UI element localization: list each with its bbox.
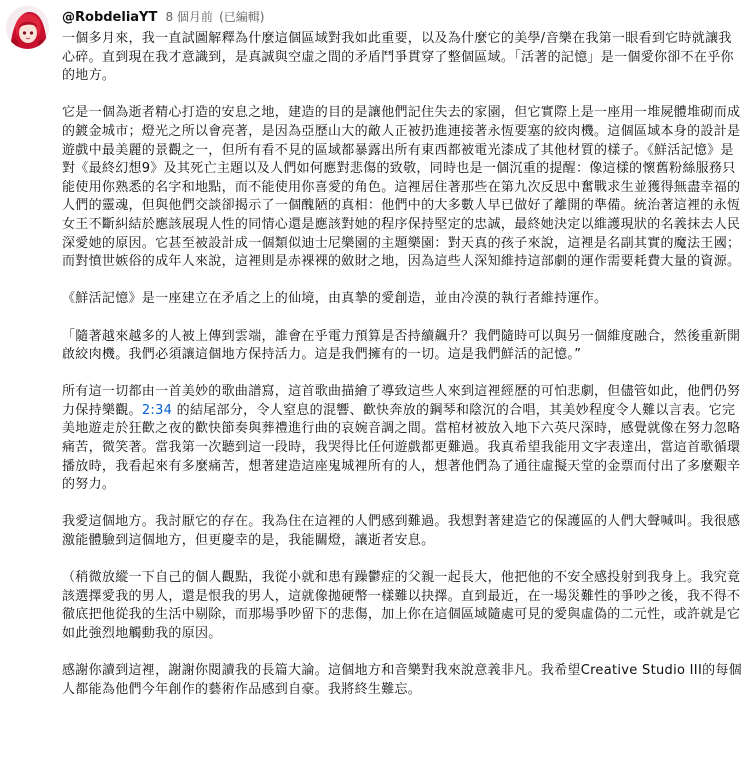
paragraph-3: 《鮮活記憶》是一座建立在矛盾之上的仙境，由真摯的愛創造，並由冷漠的執行者維持運作。: [62, 291, 608, 307]
comment-time[interactable]: 8 個月前: [165, 10, 213, 24]
timestamp-link[interactable]: 2:34: [141, 402, 173, 418]
paragraph-4: 「隨著越來越多的人被上傳到雲端，誰會在乎電力預算是否持續飆升？我們隨時可以與另一個維度融合，然後重新開啟絞肉機。我們必須讓這個地方保持活力。這是我們擁有的一切。這是我們鮮活的記憶。”: [62, 328, 741, 363]
author-name[interactable]: @RobdeliaYT: [62, 10, 158, 25]
paragraph-5-end: 的結尾部分，令人窒息的混響、歡快奔放的鋼琴和陰沉的合唱，其美妙程度令人難以言表。它完美地遊走於狂歡之夜的歡快節奏與葬禮進行曲的哀婉音調之間。當棺材被放入地下六英尺深時，感覺就像在努力忽略痛苦，微笑著。當我第一次聽到這一段時，我哭得比任何遊戲都更難過。我真希望我能用文字表達出，當這首歌循環播放時，我看起來有多麼痛苦，想著建造這座鬼城裡所有的人，想著他們為了通往虛擬天堂的金票而付出了多麼艱辛的努力。: [62, 402, 741, 493]
paragraph-6: 我愛這個地方。我討厭它的存在。我為住在這裡的人們感到難過。我想對著建造它的保護區的人們大聲喊叫。我很感激能體驗到這個地方，但更慶幸的是，我能關燈，讓逝者安息。: [62, 514, 741, 549]
paragraph-5-start: 所有這一切都由一首美妙的歌曲譜寫，這首歌曲描繪了導致這些人來到這裡經歷的可怕悲劇，但儘管如此，他們仍努力保持樂觀。: [62, 384, 741, 418]
comment-header: [62, 8, 264, 27]
avatar[interactable]: [6, 6, 49, 49]
red-haired-anime-avatar-icon: [6, 6, 49, 49]
edited-label: (已編輯): [219, 10, 265, 24]
paragraph-1: 一個多月來，我一直試圖解釋為什麼這個區域對我如此重要，以及為什麼它的美學/音樂在我第一眼看到它時就讓我心碎。直到現在我才意識到，是真誠與空虛之間的矛盾鬥爭貫穿了整個區域。「活著的記憶」是一個愛你卻不在乎你的地方。: [62, 31, 734, 84]
paragraph-7: （稍微放縱一下自己的個人觀點，我從小就和患有躁鬱症的父親一起長大，他把他的不安全感投射到我身上。我究竟該選擇愛我的男人，還是恨我的男人，這就像拋硬幣一樣難以抉擇。直到最近，在一場災難性的爭吵之後，我不得不徹底把他從我的生活中剔除，而那場爭吵留下的悲傷，加上你在這個區域隨處可見的愛與虛偽的二元性，或許就是它如此強烈地觸動我的原因。: [62, 570, 741, 641]
paragraph-5: [62, 383, 742, 495]
comment-text: [62, 30, 742, 718]
paragraph-2: 它是一個為逝者精心打造的安息之地，建造的目的是讓他們記住失去的家園，但它實際上是一座用一堆屍體堆砌而成的鍍金城市；燈光之所以會亮著，是因為亞歷山大的敵人正被扔進連接著永恆要塞的絞肉機。這個區域本身的設計是遊戲中最美麗的景觀之一，但所有看不見的區域都暴露出所有東西都被電光漆成了其他材質的樣子。《鮮活記憶》是對《最終幻想9》及其死亡主題以及人們如何應對悲傷的致敬，同時也是一個沉重的提醒：像這樣的懷舊粉絲服務只能使用你熟悉的名字和地點，而不能使用你喜愛的角色。這裡居住著那些在第九次反思中奮戰求生並獲得無盡幸福的人們的靈魂，但與他們交談卻揭示了一個醜陋的真相：他們中的大多數人早已做好了離開的準備。統治著這裡的永恆女王不斷糾結於應該展現人性的同情心還是應該對她的程序保持堅定的忠誠，最終她決定以維護現狀的名義抹去人民深愛她的原因。它甚至被設計成一個類似迪士尼樂園的主題樂園：對天真的孩子來說，這裡是名副其實的魔法王國；而對憤世嫉俗的成年人來說，這裡則是赤裸裸的斂財之地，因為這些人深知維持這部劇的運作需要耗費大量的資源。: [62, 105, 741, 270]
paragraph-8: 感謝你讀到這裡，謝謝你閱讀我的長篇大論。這個地方和音樂對我來說意義非凡。我希望Creative Studio III的每個人都能為他們今年創作的藝術作品感到自豪。我將終生難忘。: [62, 663, 742, 697]
